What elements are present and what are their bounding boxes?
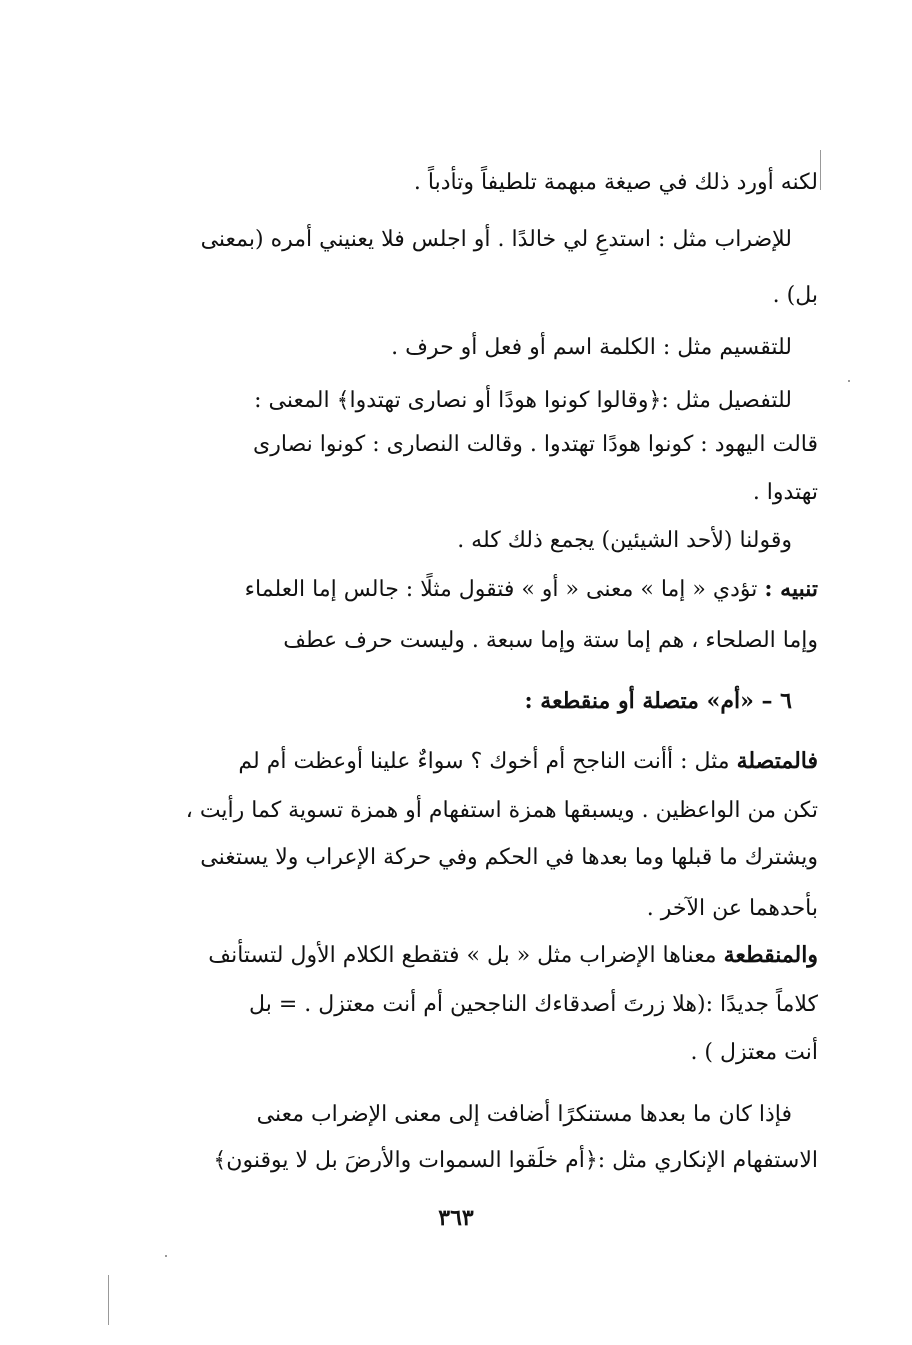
scan-edge-mark: [165, 1255, 167, 1257]
term-label: والمنقطعة: [723, 942, 818, 968]
line-text: بل) .: [772, 283, 818, 308]
text-line: [140, 1042, 818, 1082]
text-line: [140, 434, 818, 474]
section-heading-text: ٦ – «أم» متصلة أو منقطعة :: [524, 688, 792, 714]
line-text: أنت معتزل ) .: [690, 1040, 818, 1065]
line-text: تؤدي « إما » معنى « أو » فتقول مثلًا : جالس إما العلماء: [244, 577, 758, 602]
line-text: فإذا كان ما بعدها مستنكرًا أضافت إلى معنى الإضراب معنى: [256, 1102, 792, 1127]
line-text: ويشترك ما قبلها وما بعدها في الحكم وفي حركة الإعراب ولا يستغنى: [200, 845, 818, 870]
line-text: مثل : أأنت الناجح أم أخوك ؟ سواءٌ علينا أوعظت أم لم: [238, 749, 730, 774]
line-text: الاستفهام الإنكاري مثل :﴿أم خلَقوا السموات والأرضَ بل لا يوقنون﴾: [213, 1148, 818, 1173]
line-text: وقولنا (لأحد الشيئين) يجمع ذلك كله .: [457, 528, 792, 553]
line-text: معناها الإضراب مثل « بل » فتقطع الكلام الأول لتستأنف: [208, 943, 717, 968]
line-text: تكن من الواعظين . ويسبقها همزة استفهام أو همزة تسوية كما رأيت ،: [185, 798, 818, 823]
line-text: تهتدوا .: [752, 480, 818, 505]
text-line: [140, 482, 818, 522]
page-number: ٣٦٣: [438, 1205, 474, 1231]
text-line: [140, 578, 818, 618]
line-text: بأحدهما عن الآخر .: [646, 896, 818, 921]
line-text: للتقسيم مثل : الكلمة اسم أو فعل أو حرف .: [391, 335, 792, 360]
line-text: قالت اليهود : كونوا هودًا تهتدوا . وقالت النصارى : كونوا نصارى: [253, 432, 818, 457]
text-line: [140, 994, 818, 1034]
line-text: للإضراب مثل : استدعِ لي خالدًا . أو اجلس فلا يعنيني أمره (بمعنى: [200, 227, 792, 252]
text-line: [114, 530, 818, 570]
text-line: [140, 1150, 818, 1190]
text-line: [114, 390, 818, 430]
text-line: [114, 1104, 818, 1144]
line-text: لكنه أورد ذلك في صيغة مبهمة تلطيفاً وتأدباً .: [413, 170, 818, 195]
line-text: وإما الصلحاء ، هم إما ستة وإما سبعة . وليست حرف عطف: [283, 628, 818, 653]
text-line: [140, 630, 818, 670]
text-line: [140, 898, 818, 938]
section-heading: [114, 690, 818, 730]
text-line: [114, 337, 818, 377]
line-text: للتفصيل مثل :﴿وقالوا كونوا هودًا أو نصارى تهتدوا﴾ المعنى :: [254, 388, 792, 413]
text-line: [140, 800, 818, 840]
scan-edge-mark: [848, 380, 850, 382]
line-text: كلاماً جديدًا :(هلا زرتَ أصدقاءك الناجحين أم أنت معتزل . = بل: [249, 992, 818, 1017]
scan-edge-mark: [820, 150, 821, 190]
text-line: [114, 229, 818, 269]
text-line: [140, 750, 818, 790]
text-line: [140, 285, 818, 325]
text-line: [140, 172, 818, 212]
text-line: [140, 944, 818, 984]
scan-edge-mark: [108, 1275, 109, 1325]
notice-label: تنبيه :: [764, 576, 818, 602]
text-line: [140, 847, 818, 887]
term-label: فالمتصلة: [736, 748, 818, 774]
